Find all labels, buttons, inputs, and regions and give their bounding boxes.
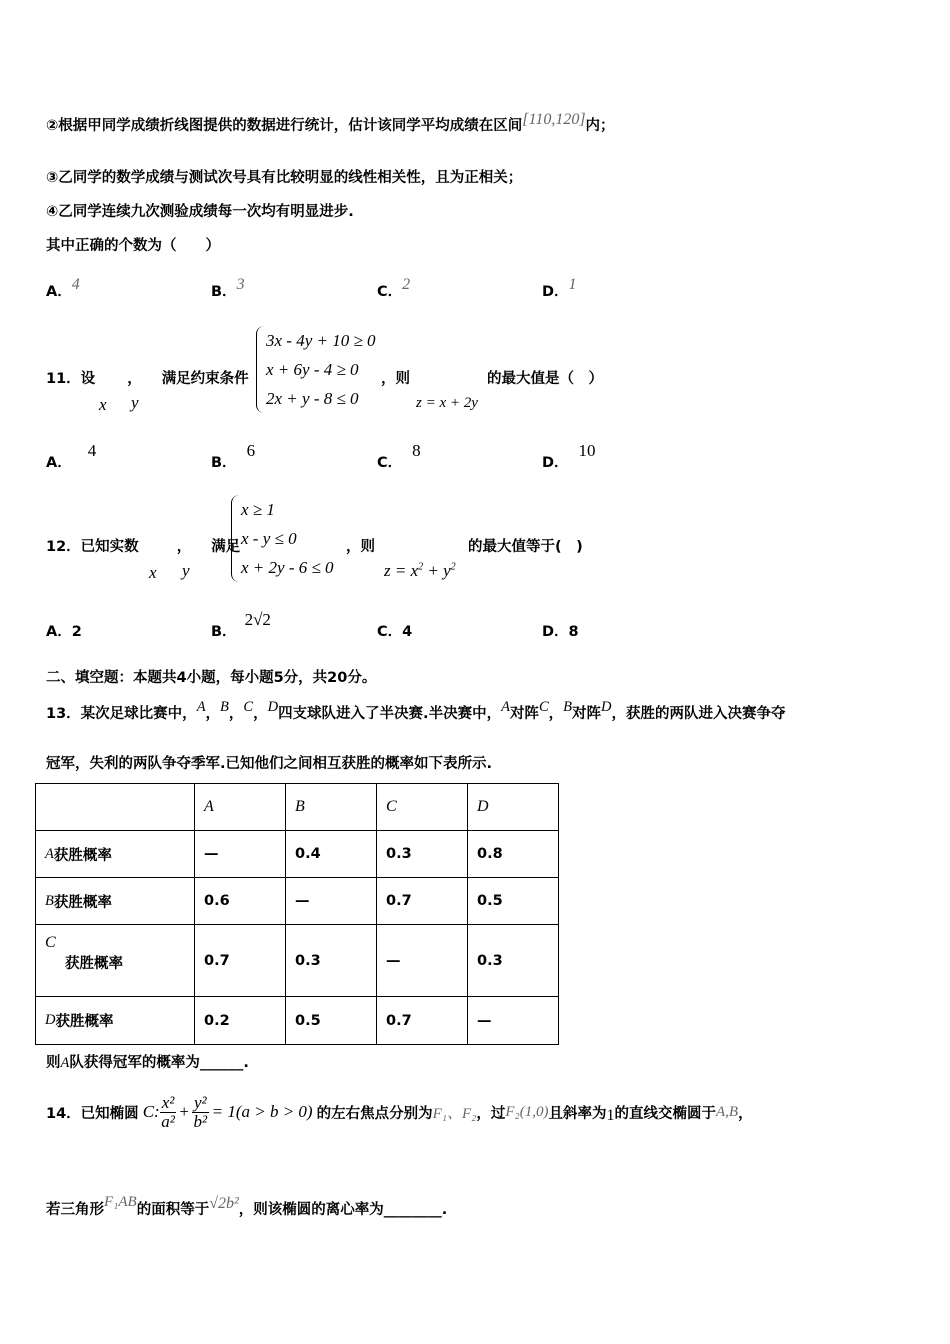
question-14-line-2: 若三角形F₁AB的面积等于√2b²，则该椭圆的离心率为________. bbox=[46, 1194, 448, 1218]
table-row: C 获胜概率 0.7 0.3 — 0.3 bbox=[36, 925, 559, 997]
answer-blank[interactable]: ________ bbox=[383, 1202, 442, 1218]
q11-option-a[interactable]: A．4 bbox=[46, 441, 97, 471]
statement-2 bbox=[46, 111, 615, 135]
x-fraction: $\frac{\text{x²}}{\text{a²}}$ bbox=[161, 1092, 175, 1131]
q11-tail: 的最大值是（ ） bbox=[487, 371, 603, 387]
question-11: 11．设 ， 满足约束条件 bbox=[46, 371, 249, 387]
question-13-line-2: 冠军，失利的两队争夺季军.已知他们之间相互获胜的概率如下表所示. bbox=[46, 756, 493, 772]
win-probability-table bbox=[35, 783, 559, 1045]
q10-option-a[interactable]: A．4 bbox=[46, 276, 80, 300]
q12-var-y: y bbox=[182, 561, 190, 580]
question-13-line-1: 13．某次足球比赛中，A，B，C，D四支球队进入了半决赛.半决赛中，A对阵C，B对阵D，获胜的两队进入决赛争夺 bbox=[46, 699, 786, 722]
statement-2-suffix: 内； bbox=[585, 118, 615, 134]
q12-objective: $z = x^2 + y^2$ bbox=[384, 561, 456, 580]
question-14-line-1: 14．已知椭圆 C: $\frac{\text{x²}}{\text{a²}}$ + $\frac{\text{y²}}{\text{b²}}$ = 1(a > b > 0) 的左右焦点分别为 F₁、F₂ ，过 F₂(1,0) 且斜率为 1 的直线交椭圆于 A,B ， bbox=[46, 1092, 753, 1131]
interval-formula: [110,120] bbox=[522, 111, 586, 128]
left-brace bbox=[231, 495, 240, 582]
answer-blank[interactable]: ______ bbox=[199, 1055, 244, 1071]
statement-3: ③乙同学的数学成绩与测试次号具有比较明显的线性相关性，且为正相关； bbox=[46, 170, 523, 186]
q10-option-d[interactable]: D．1 bbox=[542, 276, 577, 300]
q12-option-a[interactable]: A．2 bbox=[46, 624, 82, 640]
y-fraction: $\frac{\text{y²}}{\text{b²}}$ bbox=[193, 1092, 208, 1131]
q11-option-c[interactable]: C．8 bbox=[377, 441, 421, 471]
left-brace bbox=[256, 326, 265, 413]
q12-option-c[interactable]: C．4 bbox=[377, 624, 413, 640]
q11-constraint-system: 3x - 4y + 10 ≥ 0 x + 6y - 4 ≥ 0 2x + y - 8 ≤ 0 bbox=[266, 326, 376, 413]
q11-var-y: y bbox=[131, 393, 139, 412]
q11-option-b[interactable]: B．6 bbox=[211, 441, 256, 471]
q12-then: ，则 bbox=[346, 539, 375, 555]
q12-option-b[interactable]: B．2√2 bbox=[211, 610, 271, 640]
q11-var-x: x bbox=[99, 395, 107, 414]
q12-var-x: x bbox=[149, 563, 157, 582]
q13-answer-line: 则A队获得冠军的概率为______. bbox=[46, 1055, 249, 1071]
question-12: 12．已知实数 ， 满足 bbox=[46, 539, 241, 555]
table-header-row: A B C D bbox=[36, 784, 559, 831]
q12-constraint-system: x ≥ 1 x - y ≤ 0 x + 2y - 6 ≤ 0 bbox=[241, 495, 334, 582]
q11-objective: z = x + 2y bbox=[416, 395, 478, 411]
table-row: B获胜概率 0.6 — 0.7 0.5 bbox=[36, 878, 559, 925]
q11-option-d[interactable]: D．10 bbox=[542, 441, 596, 471]
statement-4: ④乙同学连续九次测验成绩每一次均有明显进步. bbox=[46, 204, 354, 220]
statement-2-prefix: ②根据甲同学成绩折线图提供的数据进行统计，估计该同学平均成绩在区间 bbox=[46, 118, 523, 134]
q12-option-d[interactable]: D．8 bbox=[542, 624, 579, 640]
question-10-ask: 其中正确的个数为（ ） bbox=[46, 238, 220, 254]
q10-option-b[interactable]: B．3 bbox=[211, 276, 245, 300]
section-2-heading: 二、填空题：本题共4小题，每小题5分，共20分。 bbox=[46, 670, 377, 686]
table-row: A获胜概率 — 0.4 0.3 0.8 bbox=[36, 831, 559, 878]
q12-tail: 的最大值等于( ) bbox=[468, 539, 583, 555]
table-row: D获胜概率 0.2 0.5 0.7 — bbox=[36, 997, 559, 1045]
q11-then: ，则 bbox=[381, 371, 410, 387]
q10-option-c[interactable]: C．2 bbox=[377, 276, 411, 300]
